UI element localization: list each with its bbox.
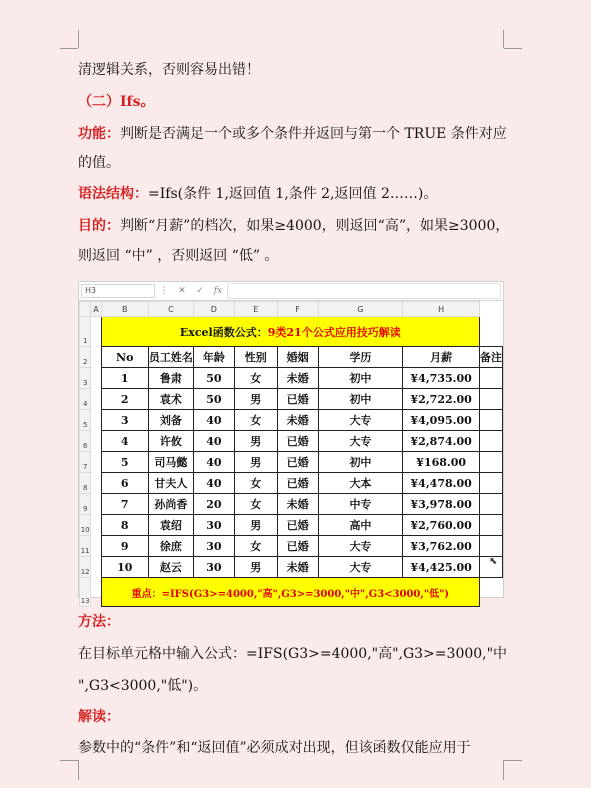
table-cell[interactable]: 10	[101, 557, 148, 578]
table-cell[interactable]: 50	[193, 368, 234, 389]
col-header[interactable]: B	[101, 302, 148, 317]
table-row	[80, 368, 503, 389]
header-cell[interactable]: 性别	[234, 347, 277, 368]
table-cell[interactable]: 8	[101, 515, 148, 536]
table-cell[interactable]: 20	[193, 494, 234, 515]
table-cell[interactable]: 女	[234, 410, 277, 431]
table-cell[interactable]: 已婚	[277, 536, 318, 557]
method-text-1: 在目标单元格中输入公式：=IFS(G3>=4000,"高",G3>=3000,"中	[78, 646, 508, 662]
confirm-icon[interactable]: ✓	[196, 286, 204, 296]
cancel-icon[interactable]: ✕	[178, 286, 186, 296]
col-header[interactable]: F	[277, 302, 318, 317]
table-cell[interactable]: ¥4,478.00	[403, 473, 480, 494]
table-cell[interactable]: 已婚	[277, 473, 318, 494]
method-label: 方法：	[78, 614, 120, 630]
row-number[interactable]: 6	[80, 431, 91, 452]
cell-a[interactable]	[91, 557, 101, 578]
col-header[interactable]: H	[403, 302, 480, 317]
table-cell[interactable]: 男	[234, 389, 277, 410]
header-row	[80, 347, 503, 368]
function-icon[interactable]: fx	[213, 286, 223, 296]
table-cell[interactable]: ¥3,978.00	[403, 494, 480, 515]
table-cell[interactable]: 刘备	[148, 410, 193, 431]
title-cell[interactable]	[101, 317, 479, 347]
header-cell[interactable]: 年龄	[193, 347, 234, 368]
row-number[interactable]: 5	[80, 410, 91, 431]
table-cell[interactable]: 未婚	[277, 368, 318, 389]
table-cell[interactable]: 初中	[318, 452, 403, 473]
footer-row	[80, 578, 503, 607]
select-all-corner[interactable]	[80, 302, 91, 317]
col-header[interactable]: D	[193, 302, 234, 317]
table-cell[interactable]: 30	[193, 515, 234, 536]
table-cell[interactable]	[480, 452, 503, 473]
table-cell[interactable]: ¥4,095.00	[403, 410, 480, 431]
table-cell[interactable]: ¥2,722.00	[403, 389, 480, 410]
table-cell[interactable]: 1	[101, 368, 148, 389]
row-number[interactable]: 11	[80, 536, 91, 557]
paragraph-goal	[78, 216, 509, 236]
header-cell[interactable]: 月薪	[403, 347, 480, 368]
col-header[interactable]: G	[318, 302, 403, 317]
row-number[interactable]: 7	[80, 452, 91, 473]
table-row	[80, 515, 503, 536]
cell-a[interactable]	[91, 494, 101, 515]
title-black: Excel函数公式：	[179, 325, 268, 339]
crop-mark-top-left-h	[60, 48, 78, 49]
table-cell[interactable]: 4	[101, 431, 148, 452]
table-cell[interactable]: 未婚	[277, 494, 318, 515]
row-number[interactable]: 13	[80, 578, 91, 607]
column-header-row	[80, 302, 503, 317]
table-cell[interactable]	[480, 515, 503, 536]
table-cell[interactable]: 已婚	[277, 389, 318, 410]
table-cell[interactable]: 初中	[318, 389, 403, 410]
table-cell[interactable]	[480, 431, 503, 452]
table-cell[interactable]	[480, 410, 503, 431]
sheet-grid	[79, 301, 503, 607]
title-red: 9类21个公式应用技巧解读	[267, 325, 401, 339]
section-heading: （二）Ifs。	[78, 94, 155, 110]
table-cell[interactable]: 大专	[318, 410, 403, 431]
table-cell[interactable]: 司马懿	[148, 452, 193, 473]
table-cell[interactable]: 女	[234, 494, 277, 515]
syntax-text: =Ifs(条件 1,返回值 1,条件 2,返回值 2……)。	[148, 186, 438, 202]
row-number[interactable]: 12	[80, 557, 91, 578]
function-text-1: 判断是否满足一个或多个条件并返回与第一个 TRUE 条件对应	[120, 126, 507, 142]
crop-mark-top-left-v	[78, 30, 79, 48]
cell-a[interactable]	[91, 389, 101, 410]
table-cell[interactable]: ¥4,425.00	[403, 557, 480, 578]
table-cell[interactable]	[480, 473, 503, 494]
table-cell[interactable]: 男	[234, 452, 277, 473]
more-icon: ⋮	[159, 286, 169, 296]
table-cell[interactable]: 已婚	[277, 452, 318, 473]
table-cell[interactable]: 5	[101, 452, 148, 473]
table-cell[interactable]: 男	[234, 515, 277, 536]
row-number[interactable]: 2	[80, 347, 91, 368]
table-cell[interactable]: 大本	[318, 473, 403, 494]
crop-mark-bottom-left-h	[60, 760, 78, 761]
table-cell[interactable]: 40	[193, 452, 234, 473]
explain-text: 参数中的“条件”和“返回值”必须成对出现，但该函数仅能应用于	[78, 740, 471, 756]
function-label: 功能：	[78, 126, 120, 142]
table-row	[80, 557, 503, 578]
table-cell[interactable]: 赵云	[148, 557, 193, 578]
table-cell[interactable]: 未婚	[277, 557, 318, 578]
table-cell[interactable]: 大专	[318, 536, 403, 557]
cell-a[interactable]	[91, 347, 101, 368]
cell-a[interactable]	[91, 578, 101, 607]
table-cell[interactable]: 鲁肃	[148, 368, 193, 389]
table-cell[interactable]: 30	[193, 557, 234, 578]
table-cell[interactable]: 初中	[318, 368, 403, 389]
table-cell[interactable]: 大专	[318, 431, 403, 452]
cell-a[interactable]	[91, 317, 101, 347]
table-cell[interactable]: 许攸	[148, 431, 193, 452]
explain-label: 解读：	[78, 709, 120, 725]
header-cell[interactable]: 学历	[318, 347, 403, 368]
function-text-2: 的值。	[78, 155, 120, 171]
header-cell[interactable]: No	[101, 347, 148, 368]
table-cell[interactable]: 女	[234, 368, 277, 389]
footer-formula-cell[interactable]: 重点：=IFS(G3>=4000,"高",G3>=3000,"中",G3<3000,"低")	[101, 578, 479, 607]
table-cell[interactable]: 甘夫人	[148, 473, 193, 494]
row-number[interactable]: 8	[80, 473, 91, 494]
row-number[interactable]: 9	[80, 494, 91, 515]
table-cell[interactable]: 3	[101, 410, 148, 431]
row-number[interactable]: 10	[80, 515, 91, 536]
table-cell[interactable]: 6	[101, 473, 148, 494]
table-cell[interactable]: 50	[193, 389, 234, 410]
table-cell[interactable]: 40	[193, 410, 234, 431]
paragraph-function	[78, 124, 507, 144]
paragraph-syntax	[78, 184, 437, 204]
table-cell[interactable]: 40	[193, 431, 234, 452]
name-box[interactable]: H3	[81, 284, 155, 298]
cell-a[interactable]	[91, 410, 101, 431]
formula-bar	[79, 282, 503, 301]
goal-text-1: 判断“月薪”的档次，如果≥4000，则返回“高”，如果≥3000，	[120, 218, 510, 234]
paragraph-line1: 清逻辑关系，否则容易出错！	[78, 62, 260, 78]
table-cell[interactable]: 孙尚香	[148, 494, 193, 515]
table-cell[interactable]: 已婚	[277, 515, 318, 536]
table-cell[interactable]	[480, 536, 503, 557]
table-row	[80, 389, 503, 410]
spreadsheet-screenshot	[78, 281, 504, 605]
crop-mark-bottom-right-h	[504, 760, 522, 761]
table-cell[interactable]: 男	[234, 557, 277, 578]
table-row	[80, 536, 503, 557]
table-cell[interactable]: 2	[101, 389, 148, 410]
crop-mark-bottom-right-v	[503, 760, 504, 780]
table-cell[interactable]	[480, 389, 503, 410]
table-row	[80, 452, 503, 473]
table-cell[interactable]	[480, 494, 503, 515]
table-cell[interactable]: 袁术	[148, 389, 193, 410]
table-cell[interactable]: 已婚	[277, 431, 318, 452]
syntax-label: 语法结构：	[78, 186, 148, 202]
crop-mark-top-right-v	[503, 30, 504, 48]
table-cell[interactable]: ¥2,760.00	[403, 515, 480, 536]
table-cell[interactable]: ¥2,874.00	[403, 431, 480, 452]
table-cell[interactable]: 未婚	[277, 410, 318, 431]
goal-label: 目的：	[78, 218, 120, 234]
cell-a[interactable]	[91, 515, 101, 536]
crop-mark-bottom-left-v	[78, 760, 79, 780]
table-cell[interactable]: 30	[193, 536, 234, 557]
title-row	[80, 317, 503, 347]
table-cell[interactable]: ¥3,762.00	[403, 536, 480, 557]
cell-a[interactable]	[91, 536, 101, 557]
table-row	[80, 494, 503, 515]
crop-mark-top-right-h	[504, 48, 522, 49]
table-cell[interactable]	[480, 368, 503, 389]
col-header[interactable]: E	[234, 302, 277, 317]
cell-a[interactable]	[91, 473, 101, 494]
header-cell[interactable]: 婚姻	[277, 347, 318, 368]
table-cell[interactable]: 徐庶	[148, 536, 193, 557]
table-cell[interactable]: 7	[101, 494, 148, 515]
table-cell[interactable]: 中专	[318, 494, 403, 515]
table-cell[interactable]: 大专	[318, 557, 403, 578]
table-cell[interactable]: 9	[101, 536, 148, 557]
table-cell[interactable]: 高中	[318, 515, 403, 536]
row-number[interactable]: 4	[80, 389, 91, 410]
method-text-2: ",G3<3000,"低")。	[78, 678, 208, 694]
table-row	[80, 431, 503, 452]
header-cell[interactable]: 员工姓名	[148, 347, 193, 368]
cell-a[interactable]	[91, 368, 101, 389]
row-number[interactable]: 3	[80, 368, 91, 389]
table-cell[interactable]: ¥168.00	[403, 452, 480, 473]
table-cell[interactable]: 女	[234, 473, 277, 494]
table-cell[interactable]: 男	[234, 431, 277, 452]
formula-input[interactable]	[227, 283, 501, 299]
row-number[interactable]: 1	[80, 317, 91, 347]
table-row	[80, 410, 503, 431]
table-cell[interactable]: ¥4,735.00	[403, 368, 480, 389]
table-cell[interactable]: 女	[234, 536, 277, 557]
cell-a[interactable]	[91, 431, 101, 452]
table-row	[80, 473, 503, 494]
col-header[interactable]: A	[91, 302, 101, 317]
header-cell[interactable]: 备注	[480, 347, 503, 368]
col-header[interactable]: C	[148, 302, 193, 317]
goal-text-2: 则返回 “中” ，否则返回 “低” 。	[78, 248, 279, 264]
mouse-cursor-icon: ⬉	[489, 556, 498, 567]
cell-a[interactable]	[91, 452, 101, 473]
table-cell[interactable]: 40	[193, 473, 234, 494]
table-cell[interactable]: 袁绍	[148, 515, 193, 536]
